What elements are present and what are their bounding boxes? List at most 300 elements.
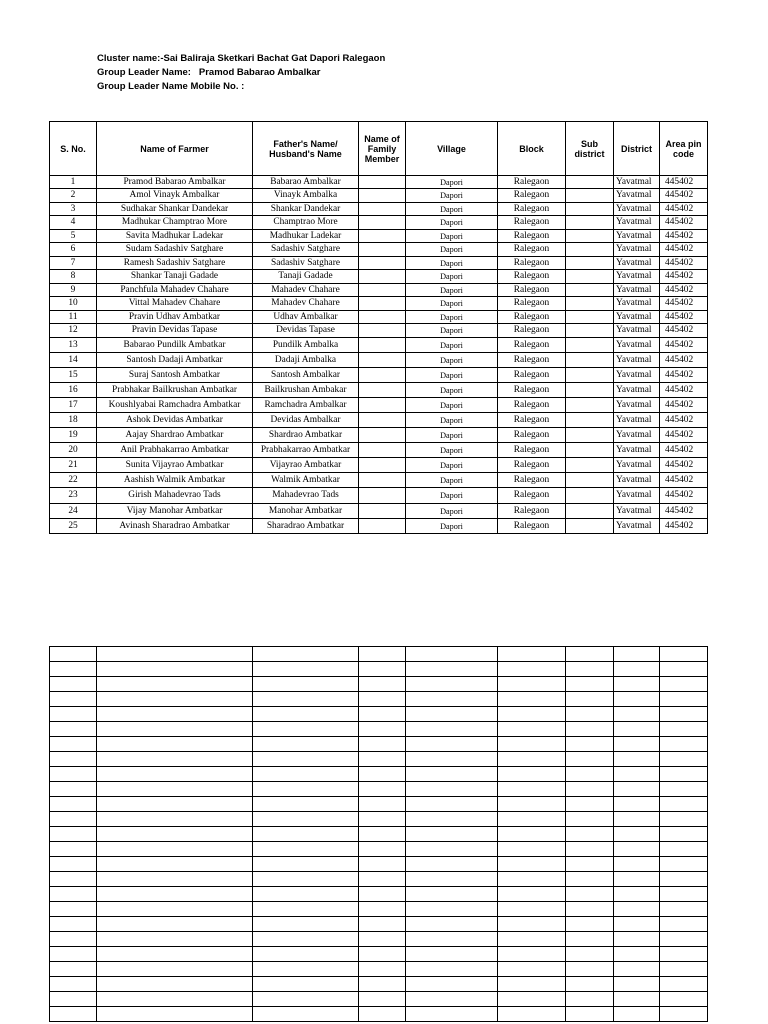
- blank-cell: [614, 932, 660, 947]
- blank-cell: [660, 947, 708, 962]
- blank-row: [50, 992, 708, 1007]
- blank-cell: [359, 737, 406, 752]
- cell-district: Yavatmal: [614, 243, 660, 257]
- blank-cell: [359, 932, 406, 947]
- cell-sno: 21: [50, 458, 97, 473]
- cell-pin-code: 445402: [660, 353, 708, 368]
- cell-family-member: [359, 519, 406, 534]
- cell-block: Ralegaon: [498, 428, 566, 443]
- blank-cell: [50, 782, 97, 797]
- table-row: [50, 519, 708, 534]
- blank-cell: [406, 977, 498, 992]
- group-leader-line: Group Leader Name: Pramod Babarao Ambalkar: [97, 67, 321, 78]
- blank-cell: [498, 677, 566, 692]
- blank-row: [50, 752, 708, 767]
- cell-sub-district: [566, 297, 614, 311]
- cell-farmer-name: Pravin Devidas Tapase: [97, 324, 253, 338]
- cell-village: Dapori: [406, 230, 498, 243]
- blank-cell: [614, 722, 660, 737]
- cell-village: Dapori: [406, 324, 498, 338]
- cell-farmer-name: Vijay Manohar Ambatkar: [97, 504, 253, 519]
- cell-sub-district: [566, 176, 614, 189]
- blank-row: [50, 947, 708, 962]
- cell-father-husband-name: Ramchadra Ambalkar: [253, 398, 359, 413]
- blank-cell: [660, 992, 708, 1007]
- blank-cell: [97, 692, 253, 707]
- cell-father-husband-name: Sadashiv Satghare: [253, 257, 359, 270]
- table-header-row: [50, 122, 708, 176]
- cell-district: Yavatmal: [614, 398, 660, 413]
- cell-district: Yavatmal: [614, 176, 660, 189]
- blank-cell: [359, 902, 406, 917]
- cell-village: Dapori: [406, 203, 498, 216]
- blank-cell: [253, 992, 359, 1007]
- blank-cell: [406, 722, 498, 737]
- blank-cell: [406, 797, 498, 812]
- column-header-block: Block: [498, 122, 566, 176]
- blank-cell: [253, 917, 359, 932]
- blank-cell: [566, 722, 614, 737]
- blank-cell: [498, 707, 566, 722]
- cell-family-member: [359, 398, 406, 413]
- blank-cell: [253, 842, 359, 857]
- cell-pin-code: 445402: [660, 398, 708, 413]
- cell-district: Yavatmal: [614, 270, 660, 284]
- cell-farmer-name: Santosh Dadaji Ambatkar: [97, 353, 253, 368]
- blank-cell: [566, 797, 614, 812]
- blank-cell: [614, 767, 660, 782]
- cell-pin-code: 445402: [660, 284, 708, 297]
- blank-cell: [660, 1007, 708, 1022]
- blank-cell: [498, 662, 566, 677]
- cell-sno: 5: [50, 230, 97, 243]
- blank-cell: [498, 947, 566, 962]
- cell-pin-code: 445402: [660, 383, 708, 398]
- cell-village: Dapori: [406, 257, 498, 270]
- blank-row: [50, 977, 708, 992]
- blank-row: [50, 797, 708, 812]
- blank-cell: [406, 692, 498, 707]
- blank-row: [50, 827, 708, 842]
- farmer-table: [49, 121, 708, 534]
- blank-cell: [406, 647, 498, 662]
- blank-cell: [406, 917, 498, 932]
- cell-block: Ralegaon: [498, 338, 566, 353]
- cell-block: Ralegaon: [498, 230, 566, 243]
- cell-block: Ralegaon: [498, 189, 566, 203]
- blank-cell: [50, 662, 97, 677]
- blank-cell: [359, 992, 406, 1007]
- cell-family-member: [359, 413, 406, 428]
- blank-cell: [50, 992, 97, 1007]
- cell-family-member: [359, 216, 406, 230]
- cell-village: Dapori: [406, 368, 498, 383]
- table-row: [50, 257, 708, 270]
- blank-cell: [660, 962, 708, 977]
- blank-cell: [359, 797, 406, 812]
- blank-cell: [97, 662, 253, 677]
- column-header-family-member: Name of Family Member: [359, 122, 406, 176]
- cell-district: Yavatmal: [614, 189, 660, 203]
- cell-village: Dapori: [406, 428, 498, 443]
- cell-sno: 4: [50, 216, 97, 230]
- blank-row: [50, 647, 708, 662]
- blank-cell: [253, 677, 359, 692]
- cell-sno: 6: [50, 243, 97, 257]
- cell-sub-district: [566, 284, 614, 297]
- blank-row: [50, 917, 708, 932]
- cell-sub-district: [566, 338, 614, 353]
- cell-farmer-name: Shankar Tanaji Gadade: [97, 270, 253, 284]
- blank-cell: [660, 797, 708, 812]
- blank-cell: [50, 1007, 97, 1022]
- table-row: [50, 243, 708, 257]
- cell-farmer-name: Anil Prabhakarrao Ambatkar: [97, 443, 253, 458]
- table-row: [50, 443, 708, 458]
- blank-cell: [359, 647, 406, 662]
- blank-cell: [660, 842, 708, 857]
- blank-cell: [566, 737, 614, 752]
- cell-block: Ralegaon: [498, 413, 566, 428]
- cell-father-husband-name: Sharadrao Ambatkar: [253, 519, 359, 534]
- blank-cell: [498, 977, 566, 992]
- cell-pin-code: 445402: [660, 443, 708, 458]
- cell-district: Yavatmal: [614, 519, 660, 534]
- blank-cell: [614, 812, 660, 827]
- blank-cell: [660, 692, 708, 707]
- cell-block: Ralegaon: [498, 383, 566, 398]
- cell-block: Ralegaon: [498, 243, 566, 257]
- blank-cell: [566, 812, 614, 827]
- cell-farmer-name: Ramesh Sadashiv Satghare: [97, 257, 253, 270]
- cell-sno: 15: [50, 368, 97, 383]
- blank-row: [50, 677, 708, 692]
- blank-cell: [50, 752, 97, 767]
- blank-cell: [253, 812, 359, 827]
- blank-cell: [359, 767, 406, 782]
- column-header-pin-code: Area pin code: [660, 122, 708, 176]
- cell-pin-code: 445402: [660, 243, 708, 257]
- cluster-name-line: Cluster name:-Sai Baliraja Sketkari Bachat Gat Dapori Ralegaon: [97, 53, 386, 64]
- cell-block: Ralegaon: [498, 398, 566, 413]
- group-leader-mobile-line: Group Leader Name Mobile No. :: [97, 81, 245, 92]
- blank-row: [50, 812, 708, 827]
- blank-cell: [406, 737, 498, 752]
- blank-cell: [498, 932, 566, 947]
- document-header: [97, 52, 385, 94]
- blank-cell: [406, 752, 498, 767]
- cell-sno: 8: [50, 270, 97, 284]
- blank-cell: [253, 797, 359, 812]
- blank-cell: [97, 752, 253, 767]
- cell-block: Ralegaon: [498, 519, 566, 534]
- cell-sub-district: [566, 216, 614, 230]
- blank-cell: [566, 857, 614, 872]
- blank-cell: [566, 872, 614, 887]
- cell-pin-code: 445402: [660, 189, 708, 203]
- cell-farmer-name: Girish Mahadevrao Tads: [97, 488, 253, 504]
- cell-district: Yavatmal: [614, 383, 660, 398]
- blank-cell: [660, 932, 708, 947]
- cell-family-member: [359, 203, 406, 216]
- blank-cell: [359, 1007, 406, 1022]
- blank-cell: [498, 767, 566, 782]
- cell-sno: 10: [50, 297, 97, 311]
- cell-father-husband-name: Devidas Tapase: [253, 324, 359, 338]
- table-row: [50, 297, 708, 311]
- cell-district: Yavatmal: [614, 443, 660, 458]
- cell-family-member: [359, 257, 406, 270]
- blank-cell: [406, 782, 498, 797]
- blank-cell: [97, 902, 253, 917]
- cell-farmer-name: Prabhakar Bailkrushan Ambatkar: [97, 383, 253, 398]
- cell-block: Ralegaon: [498, 473, 566, 488]
- column-header-sno: S. No.: [50, 122, 97, 176]
- table-row: [50, 311, 708, 324]
- cell-pin-code: 445402: [660, 519, 708, 534]
- blank-row: [50, 1007, 708, 1022]
- blank-cell: [614, 677, 660, 692]
- table-row: [50, 270, 708, 284]
- blank-cell: [97, 992, 253, 1007]
- blank-cell: [660, 812, 708, 827]
- cell-sub-district: [566, 488, 614, 504]
- blank-cell: [498, 992, 566, 1007]
- cell-sno: 22: [50, 473, 97, 488]
- blank-cell: [660, 722, 708, 737]
- cell-pin-code: 445402: [660, 270, 708, 284]
- cell-block: Ralegaon: [498, 443, 566, 458]
- cell-father-husband-name: Prabhakarrao Ambatkar: [253, 443, 359, 458]
- blank-cell: [566, 947, 614, 962]
- cell-district: Yavatmal: [614, 338, 660, 353]
- blank-cell: [253, 1007, 359, 1022]
- blank-cell: [566, 992, 614, 1007]
- cell-block: Ralegaon: [498, 257, 566, 270]
- blank-cell: [253, 707, 359, 722]
- blank-row: [50, 722, 708, 737]
- cell-pin-code: 445402: [660, 297, 708, 311]
- cell-father-husband-name: Dadaji Ambalka: [253, 353, 359, 368]
- cell-village: Dapori: [406, 216, 498, 230]
- blank-cell: [660, 737, 708, 752]
- blank-cell: [406, 992, 498, 1007]
- cell-village: Dapori: [406, 297, 498, 311]
- cell-pin-code: 445402: [660, 428, 708, 443]
- blank-cell: [566, 917, 614, 932]
- blank-cell: [50, 827, 97, 842]
- blank-cell: [498, 647, 566, 662]
- cell-father-husband-name: Madhukar Ladekar: [253, 230, 359, 243]
- blank-cell: [253, 737, 359, 752]
- blank-cell: [566, 662, 614, 677]
- blank-cell: [614, 782, 660, 797]
- cell-family-member: [359, 230, 406, 243]
- blank-cell: [406, 872, 498, 887]
- cell-district: Yavatmal: [614, 488, 660, 504]
- cell-pin-code: 445402: [660, 368, 708, 383]
- cell-farmer-name: Amol Vinayk Ambalkar: [97, 189, 253, 203]
- cell-farmer-name: Koushlyabai Ramchadra Ambatkar: [97, 398, 253, 413]
- blank-cell: [97, 842, 253, 857]
- cell-village: Dapori: [406, 458, 498, 473]
- blank-cell: [498, 917, 566, 932]
- table-row: [50, 368, 708, 383]
- cell-sno: 17: [50, 398, 97, 413]
- cell-sno: 3: [50, 203, 97, 216]
- blank-cell: [50, 797, 97, 812]
- blank-cell: [50, 947, 97, 962]
- table-row: [50, 338, 708, 353]
- blank-cell: [253, 752, 359, 767]
- cell-family-member: [359, 458, 406, 473]
- cell-village: Dapori: [406, 504, 498, 519]
- blank-cell: [566, 827, 614, 842]
- blank-cell: [660, 662, 708, 677]
- cell-district: Yavatmal: [614, 368, 660, 383]
- blank-cell: [614, 827, 660, 842]
- blank-cell: [566, 932, 614, 947]
- cell-father-husband-name: Devidas Ambalkar: [253, 413, 359, 428]
- table-row: [50, 324, 708, 338]
- blank-cell: [253, 932, 359, 947]
- blank-row: [50, 707, 708, 722]
- cell-district: Yavatmal: [614, 297, 660, 311]
- cell-sno: 11: [50, 311, 97, 324]
- cell-sub-district: [566, 443, 614, 458]
- blank-cell: [359, 947, 406, 962]
- cell-sub-district: [566, 473, 614, 488]
- blank-cell: [498, 782, 566, 797]
- blank-cell: [406, 947, 498, 962]
- cell-district: Yavatmal: [614, 413, 660, 428]
- cell-block: Ralegaon: [498, 284, 566, 297]
- table-row: [50, 413, 708, 428]
- blank-cell: [660, 887, 708, 902]
- cell-district: Yavatmal: [614, 230, 660, 243]
- blank-cell: [253, 767, 359, 782]
- table-row: [50, 353, 708, 368]
- table-row: [50, 473, 708, 488]
- cell-farmer-name: Savita Madhukar Ladekar: [97, 230, 253, 243]
- blank-cell: [50, 737, 97, 752]
- blank-cell: [498, 857, 566, 872]
- cell-pin-code: 445402: [660, 230, 708, 243]
- blank-cell: [406, 932, 498, 947]
- table-row: [50, 398, 708, 413]
- cell-family-member: [359, 338, 406, 353]
- cell-pin-code: 445402: [660, 257, 708, 270]
- cell-pin-code: 445402: [660, 504, 708, 519]
- cell-father-husband-name: Mahadev Chahare: [253, 297, 359, 311]
- blank-cell: [97, 827, 253, 842]
- cell-village: Dapori: [406, 519, 498, 534]
- blank-cell: [498, 842, 566, 857]
- cell-family-member: [359, 243, 406, 257]
- blank-cell: [97, 857, 253, 872]
- column-header-village: Village: [406, 122, 498, 176]
- blank-cell: [566, 887, 614, 902]
- blank-cell: [97, 962, 253, 977]
- cell-farmer-name: Babarao Pundilk Ambatkar: [97, 338, 253, 353]
- blank-cell: [498, 722, 566, 737]
- blank-cell: [97, 677, 253, 692]
- cell-family-member: [359, 176, 406, 189]
- column-header-farmer-name: Name of Farmer: [97, 122, 253, 176]
- blank-cell: [253, 662, 359, 677]
- blank-cell: [660, 677, 708, 692]
- blank-row: [50, 842, 708, 857]
- cell-block: Ralegaon: [498, 311, 566, 324]
- blank-cell: [498, 902, 566, 917]
- cell-family-member: [359, 428, 406, 443]
- cell-sub-district: [566, 270, 614, 284]
- blank-cell: [566, 692, 614, 707]
- blank-cell: [614, 947, 660, 962]
- blank-cell: [253, 692, 359, 707]
- blank-cell: [660, 977, 708, 992]
- cell-sub-district: [566, 413, 614, 428]
- blank-cell: [566, 782, 614, 797]
- cell-district: Yavatmal: [614, 353, 660, 368]
- blank-cell: [614, 1007, 660, 1022]
- blank-cell: [50, 647, 97, 662]
- table-row: [50, 230, 708, 243]
- table-row: [50, 488, 708, 504]
- cell-district: Yavatmal: [614, 203, 660, 216]
- cell-sub-district: [566, 243, 614, 257]
- cell-farmer-name: Aajay Shardrao Ambatkar: [97, 428, 253, 443]
- cell-sno: 12: [50, 324, 97, 338]
- cell-family-member: [359, 443, 406, 458]
- blank-cell: [498, 752, 566, 767]
- blank-cell: [97, 1007, 253, 1022]
- cell-district: Yavatmal: [614, 428, 660, 443]
- table-row: [50, 216, 708, 230]
- cell-sub-district: [566, 428, 614, 443]
- cell-farmer-name: Avinash Sharadrao Ambatkar: [97, 519, 253, 534]
- blank-cell: [253, 722, 359, 737]
- blank-cell: [566, 902, 614, 917]
- blank-cell: [566, 677, 614, 692]
- blank-cell: [359, 722, 406, 737]
- cell-block: Ralegaon: [498, 216, 566, 230]
- cell-district: Yavatmal: [614, 458, 660, 473]
- cell-block: Ralegaon: [498, 297, 566, 311]
- cell-block: Ralegaon: [498, 368, 566, 383]
- cell-sub-district: [566, 504, 614, 519]
- blank-cell: [406, 812, 498, 827]
- blank-cell: [406, 707, 498, 722]
- blank-cell: [253, 962, 359, 977]
- cell-father-husband-name: Manohar Ambatkar: [253, 504, 359, 519]
- blank-cell: [660, 902, 708, 917]
- blank-cell: [406, 1007, 498, 1022]
- cell-sno: 9: [50, 284, 97, 297]
- cell-farmer-name: Madhukar Champtrao More: [97, 216, 253, 230]
- blank-cell: [97, 932, 253, 947]
- cell-father-husband-name: Shankar Dandekar: [253, 203, 359, 216]
- blank-cell: [97, 722, 253, 737]
- cell-sno: 19: [50, 428, 97, 443]
- blank-cell: [97, 707, 253, 722]
- cell-sno: 23: [50, 488, 97, 504]
- cell-sno: 20: [50, 443, 97, 458]
- blank-cell: [406, 842, 498, 857]
- blank-cell: [660, 782, 708, 797]
- cell-village: Dapori: [406, 176, 498, 189]
- blank-cell: [253, 827, 359, 842]
